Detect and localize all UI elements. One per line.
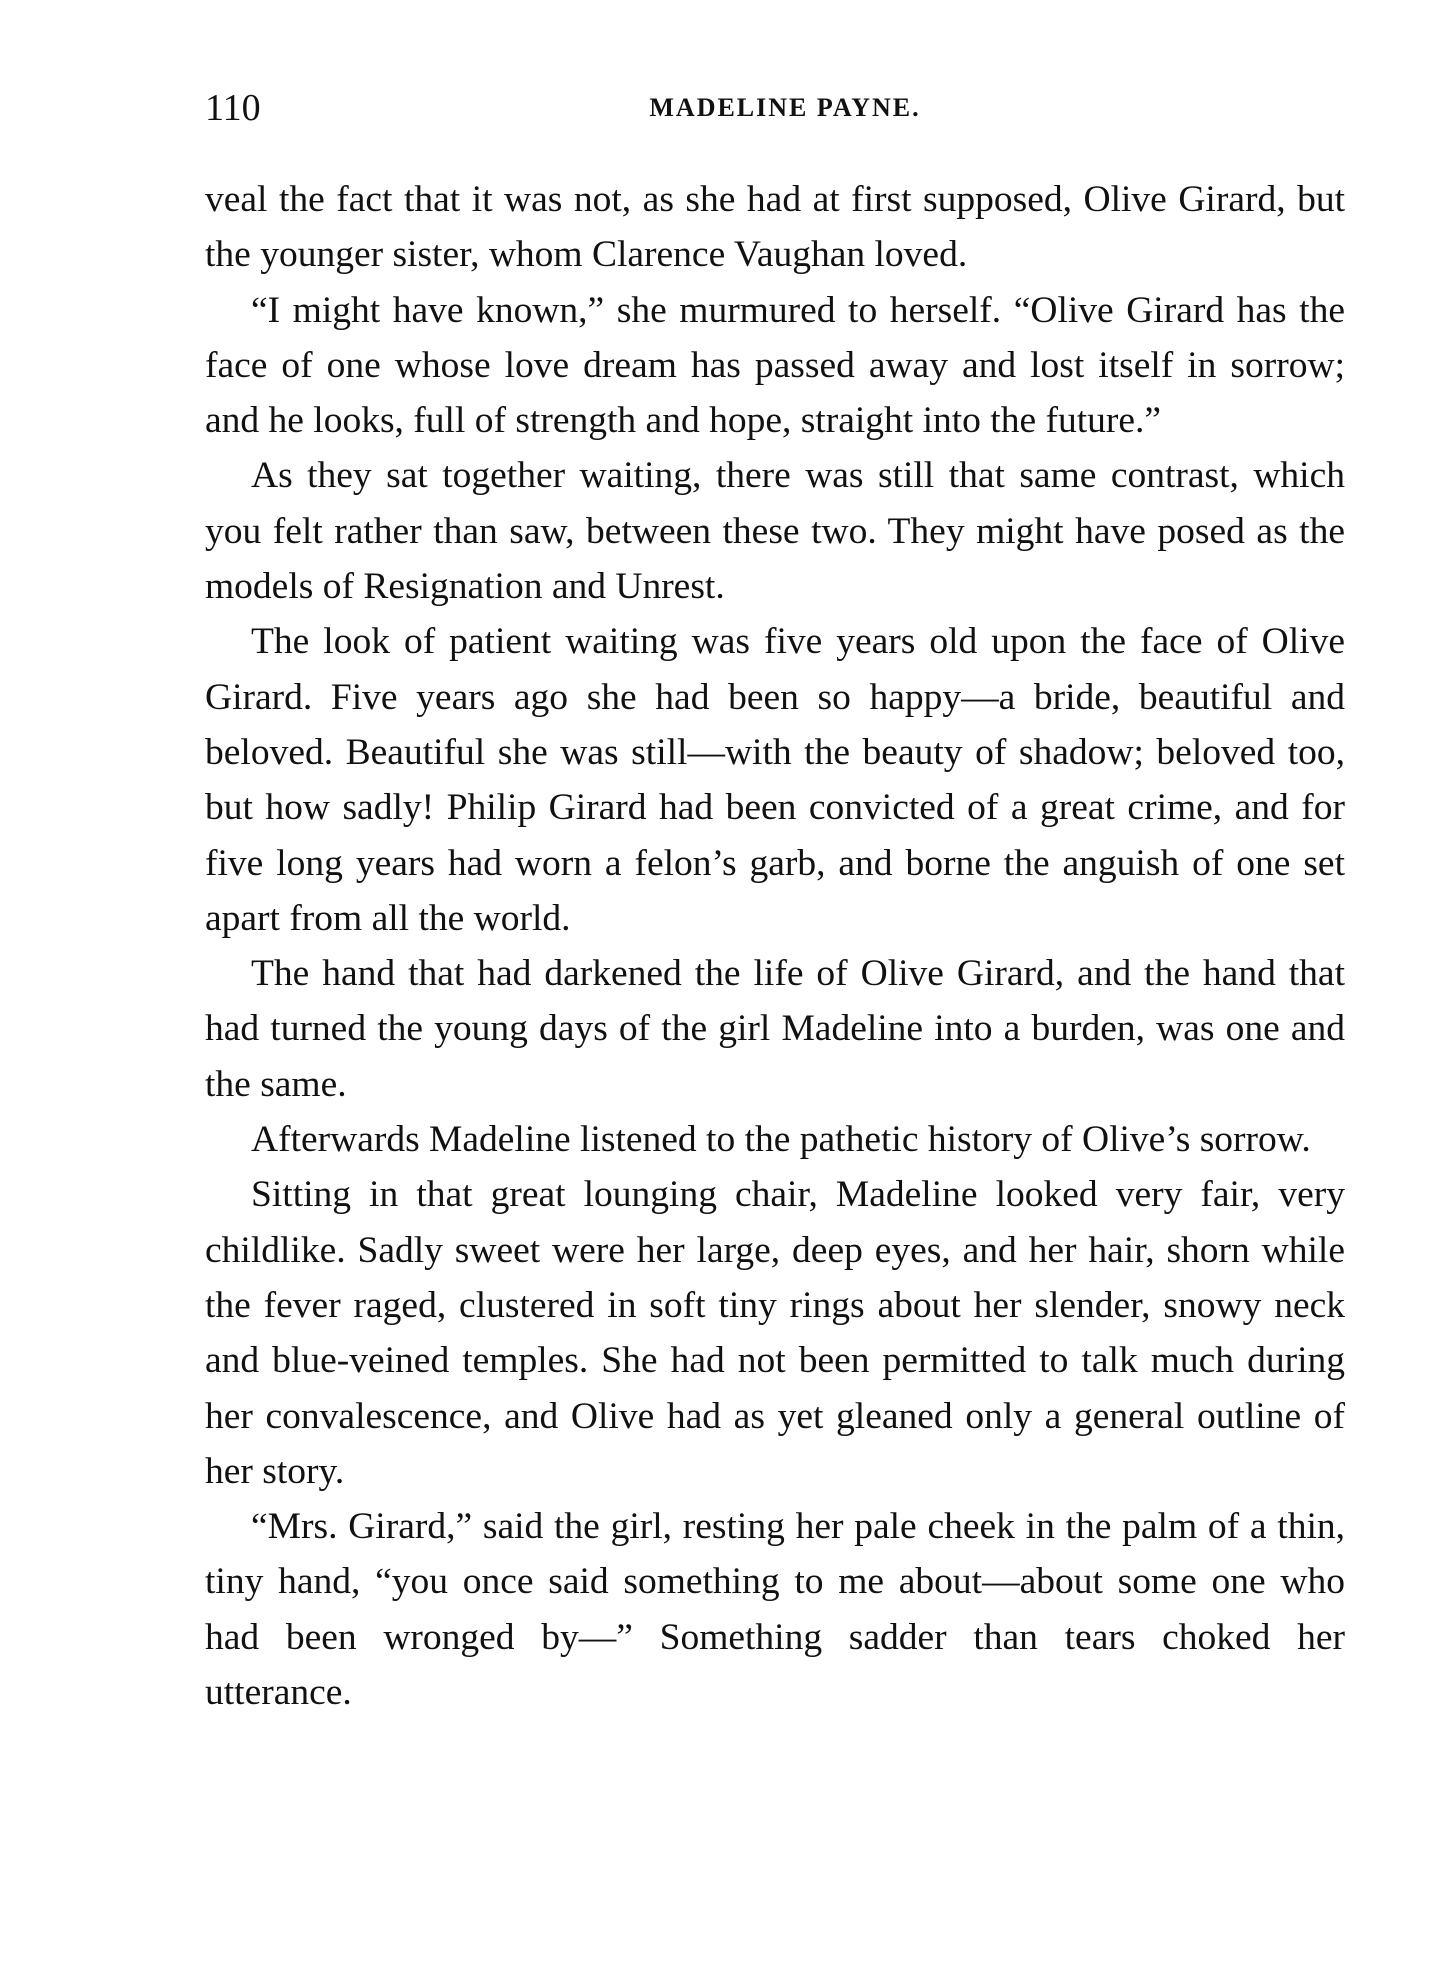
body-text <box>205 172 1345 1720</box>
paragraph: As they sat together waiting, there was still that same contrast, which you felt rather than saw, between these two. They might have posed as the models of Resignation and Unrest. <box>205 455 1345 608</box>
paragraph: The hand that had darkened the life of Olive Girard, and the hand that had turned the young days of the girl Madeline into a burden, was one and the same. <box>205 953 1345 1105</box>
paragraph-continued: veal the fact that it was not, as she had at first supposed, Olive Girard, but the younger sister, whom Clarence Vaughan loved. <box>205 179 1345 276</box>
paragraph: Afterwards Madeline listened to the pathetic history of Olive’s sorrow. <box>251 1119 1311 1161</box>
running-head <box>205 78 1345 138</box>
paragraph: “Mrs. Girard,” said the girl, resting her pale cheek in the palm of a thin, tiny hand, “you once said something to me about—about some one who had been wronged by—” Something sadder than tears choked her utterance. <box>205 1506 1345 1714</box>
paragraph: Sitting in that great lounging chair, Madeline looked very fair, very childlike. Sadly sweet were her large, deep eyes, and her hair, shorn while the fever raged, clustered in soft tiny rings about her slender, snowy neck and blue-veined temples. She had not been permitted to talk much during her convalescence, and Olive had as yet gleaned only a general outline of her story. <box>205 1174 1345 1492</box>
paragraph: “I might have known,” she murmured to herself. “Olive Girard has the face of one whose love dream has passed away and lost itself in sorrow; and he looks, full of strength and hope, straight into the future.” <box>205 289 1345 442</box>
paragraph: The look of patient waiting was five years old upon the face of Olive Girard. Five years ago she had been so happy—a bride, beautiful and beloved. Beautiful she was still—with the beauty of shadow; beloved too, but how sadly! Philip Girard had been convicted of a great crime, and for five long years had worn a felon’s garb, and borne the anguish of one set apart from all the world. <box>205 621 1345 939</box>
page-number: 110 <box>205 87 261 129</box>
running-title: MADELINE PAYNE. <box>649 93 921 122</box>
